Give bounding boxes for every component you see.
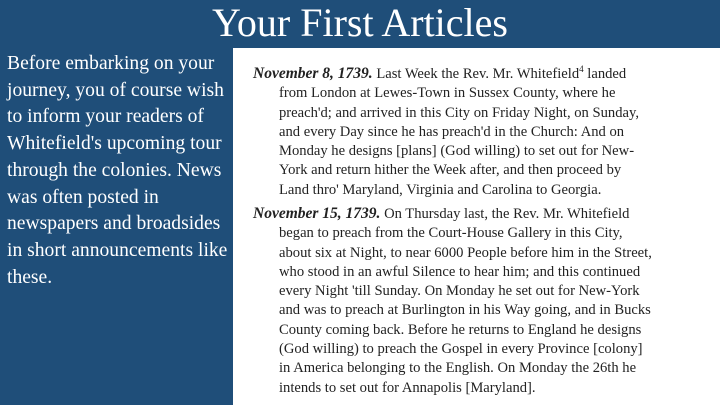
article-text: Last Week the Rev. Mr. Whitefield: [372, 66, 580, 82]
slide-body-text: Before embarking on your journey, you of course wish to inform your readers of Whitefield's upcoming tour through the colonies. News was often posted in newspapers and broadsides in short announcements like these.: [7, 53, 228, 288]
article-line: about six at Night, to near 6000 People before him in the Street,: [279, 244, 652, 261]
article-text: On Thursday last, the Rev. Mr. Whitefield: [380, 206, 630, 222]
article-line: and every Day since he has preach'd in the Church: And on: [279, 123, 625, 140]
article-line: York and return hither the Week after, and then proceed by: [279, 162, 622, 179]
article-november-15: [253, 204, 708, 398]
article-line: every Night 'till Sunday. On Monday he set out for New-York: [279, 283, 640, 300]
article-november-8: [253, 64, 708, 200]
article-line: preach'd; and arrived in this City on Friday Night, on Sunday,: [279, 104, 639, 121]
article-line: Land thro' Maryland, Virginia and Carolina to Georgia.: [279, 181, 602, 198]
article-line: Monday he designs [plans] (God willing) to set out for New-: [279, 143, 635, 160]
article-date: November 15, 1739.: [253, 205, 381, 222]
article-line: (God willing) to preach the Gospel in every Province [colony]: [279, 341, 643, 358]
article-line: intends to set out for Annapolis [Maryland].: [279, 379, 536, 396]
article-line: in America belonging to the English. On Monday the 26th he: [279, 360, 637, 377]
slide-title: Your First Articles: [212, 0, 508, 45]
article-line: began to preach from the Court-House Gallery in this City,: [279, 225, 623, 242]
article-first-line: [253, 204, 708, 224]
article-date: November 8, 1739.: [253, 65, 373, 82]
article-line: County coming back. Before he returns to England he designs: [279, 321, 642, 338]
article-first-line: [253, 64, 708, 84]
article-line: who stood in an awful Silence to hear him; and this continued: [279, 263, 641, 280]
newspaper-excerpt-image: [233, 48, 720, 405]
article-line: and was to preach at Burlington in his Way going, and in Bucks: [279, 302, 651, 319]
article-line: from London at Lewes-Town in Sussex County, where he: [279, 85, 616, 102]
footnote-marker: 4: [579, 64, 584, 74]
article-text: landed: [583, 66, 627, 82]
